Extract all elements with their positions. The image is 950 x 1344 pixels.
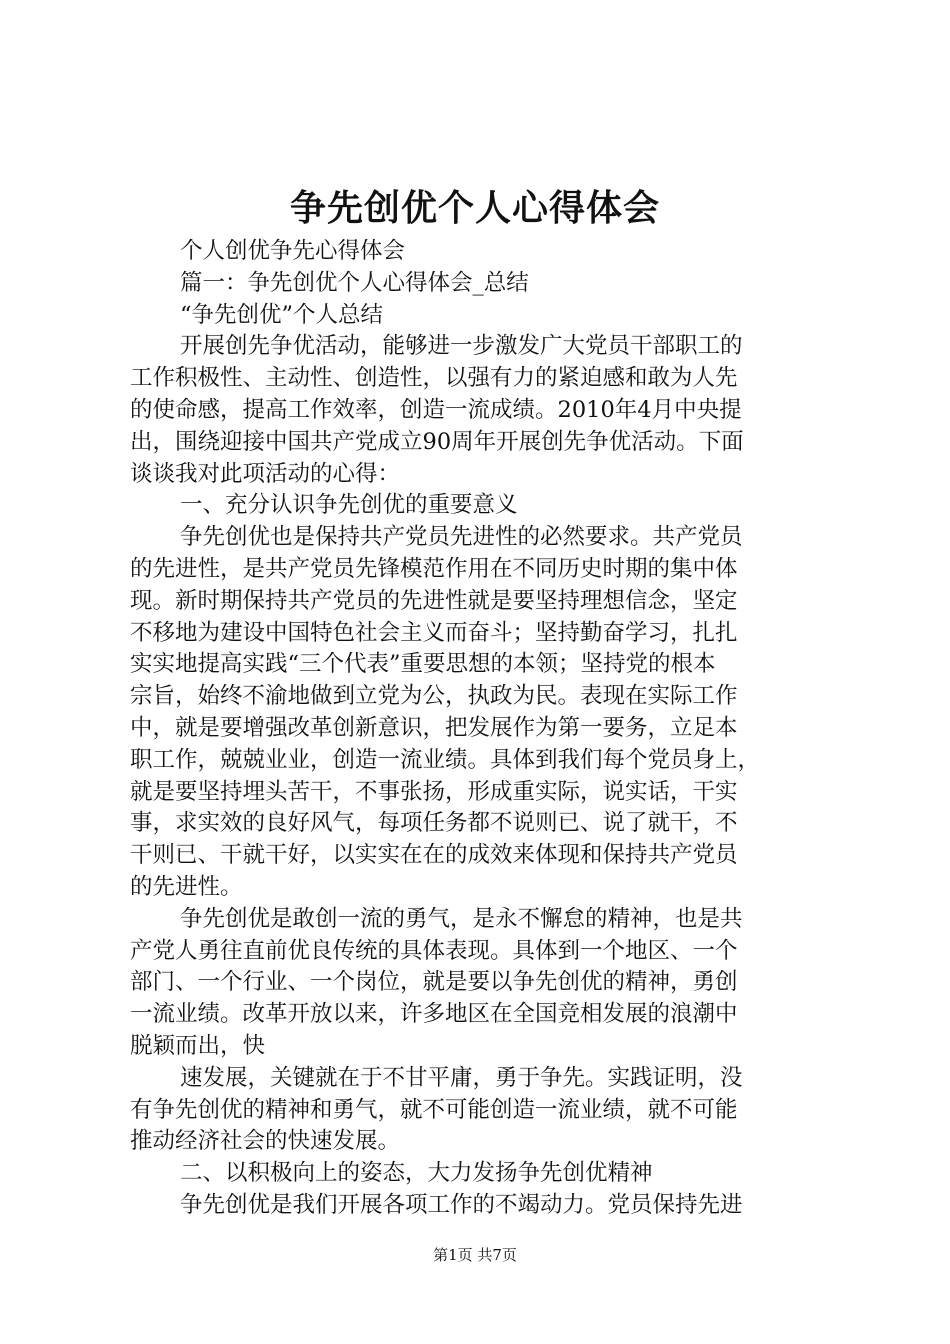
body-line: 职工作，兢兢业业，创造一流业绩。具体到我们每个党员身上， (130, 746, 761, 773)
body-line: “争先创优”个人总结 (180, 301, 384, 328)
body-line: 出，围绕迎接中国共产党成立90周年开展创先争优活动。下面 (130, 428, 744, 455)
body-line: 速发展，关键就在于不甘平庸，勇于争先。实践证明，没 (180, 1064, 743, 1091)
body-line: 篇一：争先创优个人心得体会_总结 (180, 269, 529, 296)
body-line: 有争先创优的精神和勇气，就不可能创造一流业绩，就不可能 (130, 1096, 738, 1123)
document-title: 争先创优个人心得体会 (289, 187, 660, 229)
body-line: 争先创优也是保持共产党员先进性的必然要求。共产党员 (180, 524, 743, 551)
body-line: 实实地提高实践“三个代表”重要思想的本领；坚持党的根本 (130, 651, 716, 678)
body-line: 的使命感，提高工作效率，创造一流成绩。2010年4月中央提 (130, 396, 742, 423)
body-line: 现。新时期保持共产党员的先进性就是要坚持理想信念，坚定 (130, 587, 738, 614)
body-line: 争先创优是我们开展各项工作的不竭动力。党员保持先进 (180, 1191, 743, 1218)
body-line: 的先进性，是共产党员先锋模范作用在不同历史时期的集中体 (130, 555, 738, 582)
body-line: 中，就是要增强改革创新意识，把发展作为第一要务，立足本 (130, 714, 738, 741)
body-line: 干则已、干就干好，以实实在在的成效来体现和保持共产党员 (130, 842, 738, 869)
body-line: 工作积极性、主动性、创造性，以强有力的紧迫感和敢为人先 (130, 365, 738, 392)
body-line: 产党人勇往直前优良传统的具体表现。具体到一个地区、一个 (130, 937, 738, 964)
body-line: 就是要坚持埋头苦干，不事张扬，形成重实际，说实话，干实 (130, 778, 738, 805)
body-line: 开展创先争优活动，能够进一步激发广大党员干部职工的 (180, 333, 743, 360)
body-line: 事，求实效的良好风气，每项任务都不说则已、说了就干，不 (130, 810, 738, 837)
body-line: 脱颖而出，快 (130, 1032, 266, 1059)
body-line: 一流业绩。改革开放以来，许多地区在全国竞相发展的浪潮中 (130, 1001, 738, 1028)
body-line: 二、以积极向上的姿态，大力发扬争先创优精神 (180, 1160, 653, 1187)
body-line: 争先创优是敢创一流的勇气，是永不懈怠的精神，也是共 (180, 905, 743, 932)
body-line: 个人创优争先心得体会 (180, 238, 406, 264)
body-line: 谈谈我对此项活动的心得： (130, 460, 401, 487)
document-body (130, 236, 834, 1222)
body-line: 一、充分认识争先创优的重要意义 (180, 492, 518, 519)
body-line: 的先进性。 (130, 873, 243, 900)
body-line: 不移地为建设中国特色社会主义而奋斗；坚持勤奋学习，扎扎 (130, 619, 738, 646)
body-line: 推动经济社会的快速发展。 (130, 1128, 401, 1155)
page-footer: 第1页 共7页 (433, 1246, 517, 1264)
body-line: 部门、一个行业、一个岗位，就是要以争先创优的精神，勇创 (130, 969, 738, 996)
body-line: 宗旨，始终不渝地做到立党为公，执政为民。表现在实际工作 (130, 683, 738, 710)
